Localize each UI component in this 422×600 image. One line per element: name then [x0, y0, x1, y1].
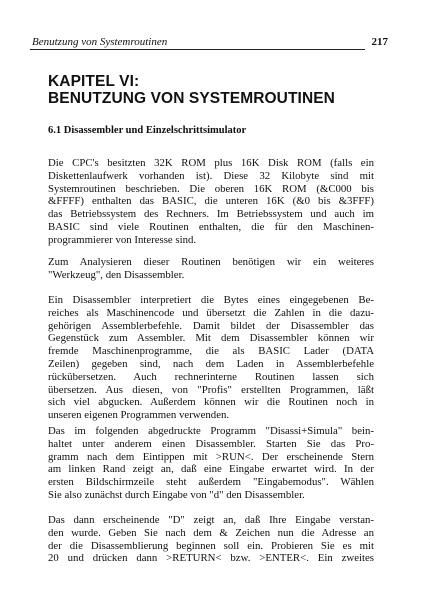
text-line: haltet unter anderem einen Disassembler. Starten Sie das Pro-	[48, 437, 374, 450]
text-line: ersten Bildschirmzeile steht außerdem "Eingabemodus". Wählen	[48, 476, 374, 489]
text-line: BASIC sind viele Routinen enthalten, die für den Maschinen-	[48, 220, 374, 233]
header-rule	[30, 49, 365, 50]
chapter-title	[48, 73, 378, 107]
paragraph-5	[48, 514, 374, 565]
text-line: 20 und drücken dann >RETURN< bzw. >ENTER<. Ein zweites	[48, 552, 374, 565]
text-line: rückübersetzen. Auch rechnerinterne Routinen lassen sich	[48, 370, 374, 383]
section-title: 6.1 Disassembler und Einzelschrittsimulator	[48, 125, 247, 136]
text-line: fremde Maschinenprogramme, die als BASIC Lader (DATA	[48, 345, 374, 358]
running-header	[30, 36, 388, 49]
chapter-title-line-1: KAPITEL VI:	[48, 73, 140, 90]
paragraph-4	[48, 425, 374, 502]
text-line: Sie also zunächst durch Eingabe von "d" den Disassembler.	[48, 488, 305, 501]
text-line: den wurde. Geben Sie nach dem & Zeichen nun die Adresse an	[48, 526, 374, 539]
running-title: Benutzung von Systemroutinen	[32, 36, 168, 48]
text-line: Diskettenlaufwerk vorhanden ist). Diese 32 Kilobyte sind mit	[48, 169, 374, 182]
text-line: Gegenstück zum Assembler. Mit dem Disassembler können wir	[48, 332, 374, 345]
text-line: Das dann erscheinende "D" zeigt an, daß Ihre Eingabe verstan-	[48, 514, 374, 526]
text-line: übersetzen. Aus diesen, von "Profis" erstellten Programmen, läßt	[48, 383, 374, 396]
text-line: Die CPC's besitzten 32K ROM plus 16K Disk ROM (falls ein	[48, 157, 374, 169]
text-line: gehörigen Assemblerbefehle. Damit bildet der Disassembler das	[48, 319, 374, 332]
text-line: Das im folgenden abgedruckte Programm "Disassi+Simula" bein-	[48, 425, 374, 437]
page-number: 217	[371, 36, 388, 48]
chapter-title-line-2: BENUTZUNG VON SYSTEMROUTINEN	[48, 90, 335, 107]
text-line: sich viel abgucken. Außerdem können wir die Routinen noch in	[48, 396, 374, 409]
paragraph-1	[48, 157, 374, 247]
text-line: Systemroutinen beschrieben. Die oberen 16K ROM (&C000 bis	[48, 182, 374, 195]
paragraph-2	[48, 256, 374, 282]
text-line: Zeilen) gegeben sind, nach dem Laden in Assemblerbefehle	[48, 357, 374, 370]
paragraph-3	[48, 294, 374, 422]
text-line: "Werkzeug", den Disassembler.	[48, 268, 185, 281]
text-line: der die Disassemblierung beginnen soll ein. Probieren Sie es mit	[48, 539, 374, 552]
text-line: Zum Analysieren dieser Routinen benötigen wir ein weiteres	[48, 256, 374, 268]
text-line: reiches als Maschinencode und übersetzt die Zahlen in die dazu-	[48, 306, 374, 319]
text-line: unseren eigenen Programmen verwenden.	[48, 409, 230, 422]
text-line: Ein Disassembler interpretiert die Bytes eines eingegebenen Be-	[48, 294, 374, 306]
text-line: das Betriebssystem des Rechners. Im Betriebssystem und auch im	[48, 208, 374, 221]
text-line: gramm nach dem Eintippen mit >RUN<. Der erscheinende Stern	[48, 450, 374, 463]
text-line: programmierer von Interesse sind.	[48, 233, 197, 246]
text-line: &FFFF) enthalten das BASIC, die unteren 16K (&0 bis &3FFF)	[48, 195, 374, 208]
text-line: am linken Rand zeigt an, daß eine Eingabe erwartet wird. In der	[48, 463, 374, 476]
